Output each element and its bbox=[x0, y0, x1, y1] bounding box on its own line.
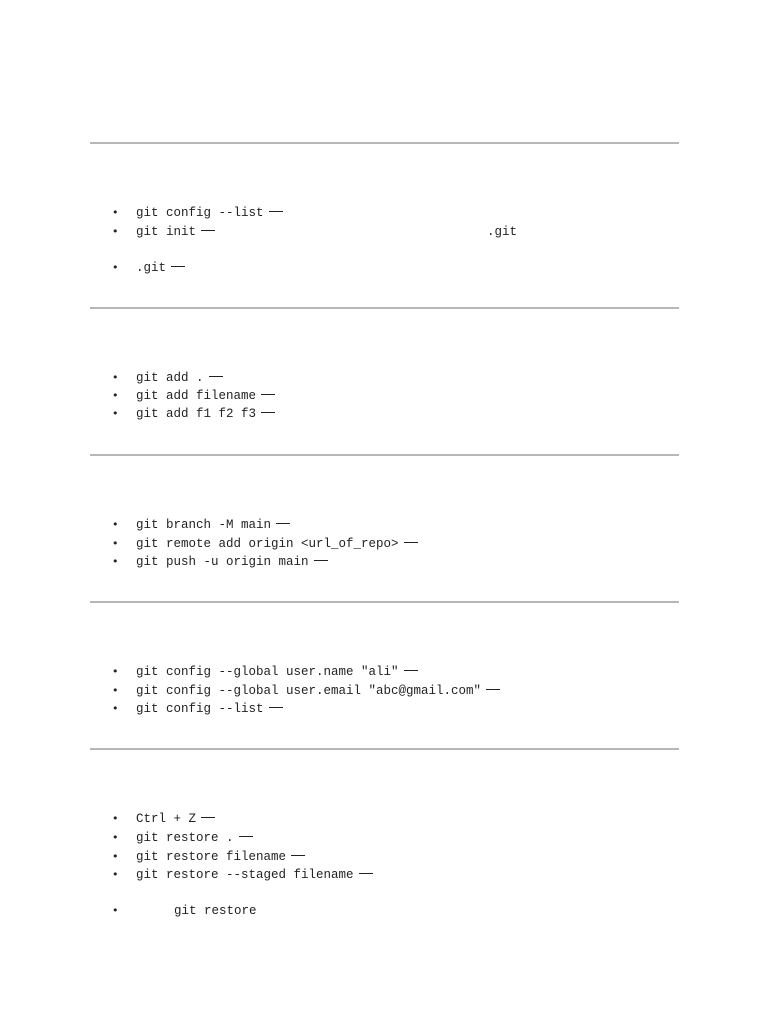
em-dash bbox=[359, 873, 373, 874]
section-divider bbox=[90, 601, 679, 603]
section-divider bbox=[90, 748, 679, 750]
section-divider bbox=[90, 142, 679, 144]
bullet-point: • bbox=[112, 407, 119, 420]
list-item bbox=[112, 848, 287, 866]
list-item bbox=[112, 535, 399, 553]
bullet-point: • bbox=[112, 831, 119, 844]
bullet-point: • bbox=[112, 389, 119, 402]
bullet-point: • bbox=[112, 812, 119, 825]
bullet-point: • bbox=[112, 868, 119, 881]
command-text: git config --global user.email "abc@gmail.com" bbox=[136, 684, 482, 698]
bullet-point: • bbox=[112, 702, 119, 715]
list-item bbox=[112, 405, 257, 423]
command-text: .git bbox=[136, 261, 167, 275]
list-item bbox=[112, 902, 257, 920]
list-item bbox=[112, 223, 518, 241]
em-dash bbox=[314, 560, 328, 561]
bullet-point: • bbox=[112, 555, 119, 568]
list-item bbox=[112, 682, 482, 700]
bullet-point: • bbox=[112, 225, 119, 238]
command-text: git config --list bbox=[136, 702, 264, 716]
list-item bbox=[112, 204, 264, 222]
list-item bbox=[112, 387, 257, 405]
em-dash bbox=[404, 542, 418, 543]
bullet-point: • bbox=[112, 261, 119, 274]
em-dash bbox=[201, 817, 215, 818]
command-text: git add filename bbox=[136, 389, 257, 403]
bullet-point: • bbox=[112, 850, 119, 863]
em-dash bbox=[261, 412, 275, 413]
trailing-text: .git bbox=[487, 225, 518, 239]
list-item bbox=[112, 700, 264, 718]
section-divider bbox=[90, 454, 679, 456]
command-text: git restore filename bbox=[136, 850, 287, 864]
em-dash bbox=[291, 855, 305, 856]
list-item bbox=[112, 829, 234, 847]
bullet-point: • bbox=[112, 371, 119, 384]
em-dash bbox=[486, 689, 500, 690]
command-text: git add f1 f2 f3 bbox=[136, 407, 257, 421]
command-text: git push -u origin main bbox=[136, 555, 309, 569]
bullet-point: • bbox=[112, 537, 119, 550]
em-dash bbox=[261, 394, 275, 395]
section-divider bbox=[90, 307, 679, 309]
command-text: git restore . bbox=[136, 831, 234, 845]
em-dash bbox=[269, 707, 283, 708]
em-dash bbox=[269, 211, 283, 212]
command-text: git restore bbox=[174, 904, 257, 918]
command-text: git remote add origin <url_of_repo> bbox=[136, 537, 399, 551]
command-text: git branch -M main bbox=[136, 518, 272, 532]
list-item bbox=[112, 810, 197, 828]
em-dash bbox=[404, 670, 418, 671]
command-text: git init bbox=[136, 225, 197, 239]
list-item bbox=[112, 369, 204, 387]
bullet-point: • bbox=[112, 904, 119, 917]
command-text: git add . bbox=[136, 371, 204, 385]
command-text: git config --global user.name "ali" bbox=[136, 665, 399, 679]
bullet-point: • bbox=[112, 665, 119, 678]
em-dash bbox=[209, 376, 223, 377]
bullet-point: • bbox=[112, 206, 119, 219]
command-text: Ctrl + Z bbox=[136, 812, 197, 826]
list-item bbox=[112, 259, 167, 277]
em-dash bbox=[171, 266, 185, 267]
list-item bbox=[112, 516, 272, 534]
em-dash bbox=[239, 836, 253, 837]
list-item bbox=[112, 866, 354, 884]
command-text: git restore --staged filename bbox=[136, 868, 354, 882]
em-dash bbox=[201, 230, 215, 231]
bullet-point: • bbox=[112, 518, 119, 531]
list-item bbox=[112, 553, 309, 571]
bullet-point: • bbox=[112, 684, 119, 697]
em-dash bbox=[276, 523, 290, 524]
list-item bbox=[112, 663, 399, 681]
command-text: git config --list bbox=[136, 206, 264, 220]
